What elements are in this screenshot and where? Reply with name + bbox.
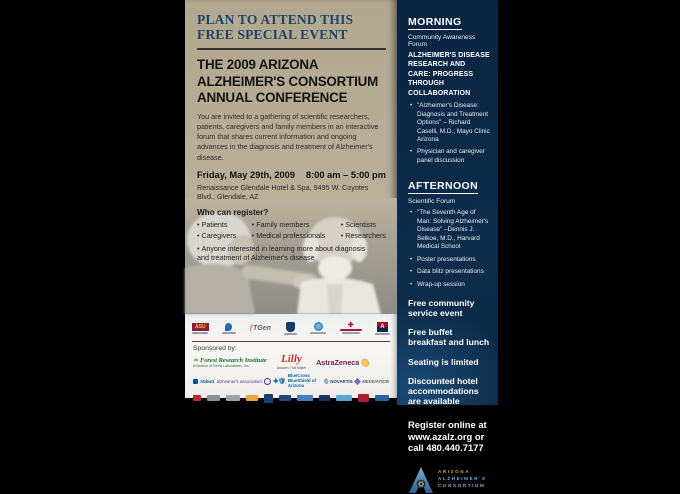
logo-line-consortium: CONSORTIUM [438, 482, 486, 488]
register-item: • Researchers [340, 230, 386, 240]
novartis-logo: NOVARTIS [324, 378, 352, 384]
morning-heading: MORNING [408, 16, 462, 28]
register-item: • Scientists [340, 219, 376, 229]
register-info: Register online at www.azalz.org or call 480.440.7177 [408, 419, 487, 454]
small-sponsor-logo [193, 395, 201, 401]
morning-bullet-list [408, 102, 490, 165]
university-of-arizona-logo: A [375, 322, 390, 335]
register-column-2 [252, 220, 326, 242]
mayo-clinic-logo [284, 322, 297, 335]
morning-bullet: • Physician and caregiver panel discussion [408, 148, 490, 165]
small-sponsor-logo [336, 395, 352, 401]
register-extra-item: • Anyone interested in learning more about diagnosis and treatment of Alzheimer's disease [197, 243, 366, 263]
morning-program-title: ALZHEIMER'S DISEASE RESEARCH AND CARE: PROGRESS THROUGH COLLABORATION [408, 52, 490, 97]
logo-line-arizona: ARIZONA [438, 469, 471, 475]
astrazeneca-swirl-icon [361, 358, 370, 367]
afternoon-subheading: Scientific Forum [408, 198, 456, 206]
logo-line-alzheimers: ALZHEIMER'S [438, 476, 487, 482]
title-line-3: ANNUAL CONFERENCE [197, 89, 348, 105]
sponsor-row-small-logos [185, 389, 397, 403]
highlight-free-buffet: Free buffet breakfast and lunch [408, 327, 490, 348]
highlight-seating-limited: Seating is limited [408, 356, 479, 367]
title-line-1: THE 2009 ARIZONA [197, 57, 319, 73]
register-item: • Caregivers [197, 230, 237, 240]
small-sponsor-logo [375, 395, 389, 401]
poster-title [197, 57, 386, 106]
afternoon-bullet: • Data blitz presentations [408, 268, 490, 276]
sponsor-row-secondary [185, 370, 397, 389]
small-sponsor-logo [358, 394, 370, 402]
sun-health-research-institute-logo [310, 322, 326, 334]
schedule-sidebar [397, 0, 498, 488]
intro-paragraph: You are invited to a gathering of scientific researchers, patients, caregivers and family members in an interactive forum that shares current information and ongoing advances in the diagnosis and treatment of Alzheimer's disease. [197, 112, 379, 162]
venue-line: Renaissance Glendale Hotel & Spa, 9495 W. Coyotes Blvd., Glendale, AZ [197, 182, 369, 201]
morning-bullet: • "Alzheimer's Disease: Diagnosis and Treatment Options" – Richard Caselli, M.D., Mayo Clinic Arizona [408, 102, 490, 144]
register-item: • Medical professionals [251, 230, 326, 240]
register-column-3 [341, 220, 386, 242]
bullet-glyph: • [340, 230, 344, 240]
register-item: • Family members [251, 219, 310, 229]
small-sponsor-logo [319, 395, 331, 401]
morning-subheading: Community Awareness Forum [408, 34, 476, 48]
tgen-logo: ƒTGen [249, 324, 271, 332]
medivation-logo: MEDIVATION [355, 379, 389, 384]
abbott-logo: Abbott [193, 379, 214, 384]
bullet-glyph: • [197, 219, 200, 229]
eyebrow-line-2: FREE SPECIAL EVENT [197, 26, 348, 42]
red-divider-line [192, 341, 390, 342]
poster-text-area [185, 0, 397, 263]
title-line-2: ALZHEIMER'S CONSORTIUM [197, 73, 379, 89]
small-sponsor-logo [279, 395, 291, 401]
banner-alzheimers-institute-logo [222, 323, 236, 334]
bullet-glyph: • [197, 243, 200, 253]
afternoon-heading: AFTERNOON [408, 180, 479, 193]
afternoon-bullet-list [408, 209, 490, 289]
asu-logo: ASU [192, 323, 209, 334]
register-column-1 [197, 220, 236, 242]
afternoon-bullet: • Wrap-up session [408, 281, 490, 289]
consortium-a-icon [408, 466, 434, 494]
event-date: Friday, May 29th, 2009 [197, 169, 296, 180]
conference-poster [185, 0, 397, 398]
bluecross-blueshield-logo: ✚🛡 BlueCross BlueShield of Arizona [273, 373, 316, 388]
bullet-glyph: • [251, 219, 255, 229]
register-heading: Who can register? [197, 207, 269, 217]
date-time-row [197, 170, 386, 180]
afternoon-bullet: • Poster presentations [408, 256, 490, 264]
register-columns [197, 220, 386, 242]
arizona-alzheimers-consortium-logo [408, 466, 490, 494]
sponsor-band [185, 314, 397, 398]
sponsored-by-label: Sponsored by: [193, 345, 237, 352]
partner-logos-row [185, 314, 397, 337]
eyebrow-heading [197, 13, 386, 42]
register-item: • Patients [197, 219, 228, 229]
astrazeneca-logo: AstraZeneca [316, 358, 370, 367]
small-sponsor-logo [207, 395, 221, 401]
bullet-glyph: • [197, 230, 200, 240]
small-sponsor-logo [226, 395, 240, 401]
st-josephs-hospital-logo: ✚ [340, 323, 362, 334]
sponsor-row-primary [185, 352, 397, 370]
lilly-logo: Lilly Answers That Matter [276, 353, 307, 370]
bullet-glyph: • [251, 230, 255, 240]
small-sponsor-logo [297, 395, 313, 401]
eyebrow-line-1: PLAN TO ATTEND THIS [197, 12, 354, 27]
forest-research-institute-logo: ❧ Forest Research Institute A Division of Forest Laboratories, Inc. [193, 357, 267, 368]
afternoon-bullet: • "The Seventh Age of Man: Solving Alzheimer's Disease" –Dennis J. Selkoe, M.D., Harvard Medical School [408, 209, 490, 251]
small-sponsor-logo [264, 394, 274, 403]
small-sponsor-logo [246, 395, 258, 401]
header-divider [197, 48, 386, 50]
highlight-free-community-event: Free community service event [408, 297, 475, 319]
alzheimers-association-logo: alzheimer's association [217, 378, 271, 385]
event-time: 8:00 am – 5:00 pm [305, 169, 386, 180]
consortium-logo-text [438, 469, 487, 490]
highlight-discounted-hotel: Discounted hotel accommodations are available [408, 375, 479, 406]
bullet-glyph: • [340, 219, 344, 229]
